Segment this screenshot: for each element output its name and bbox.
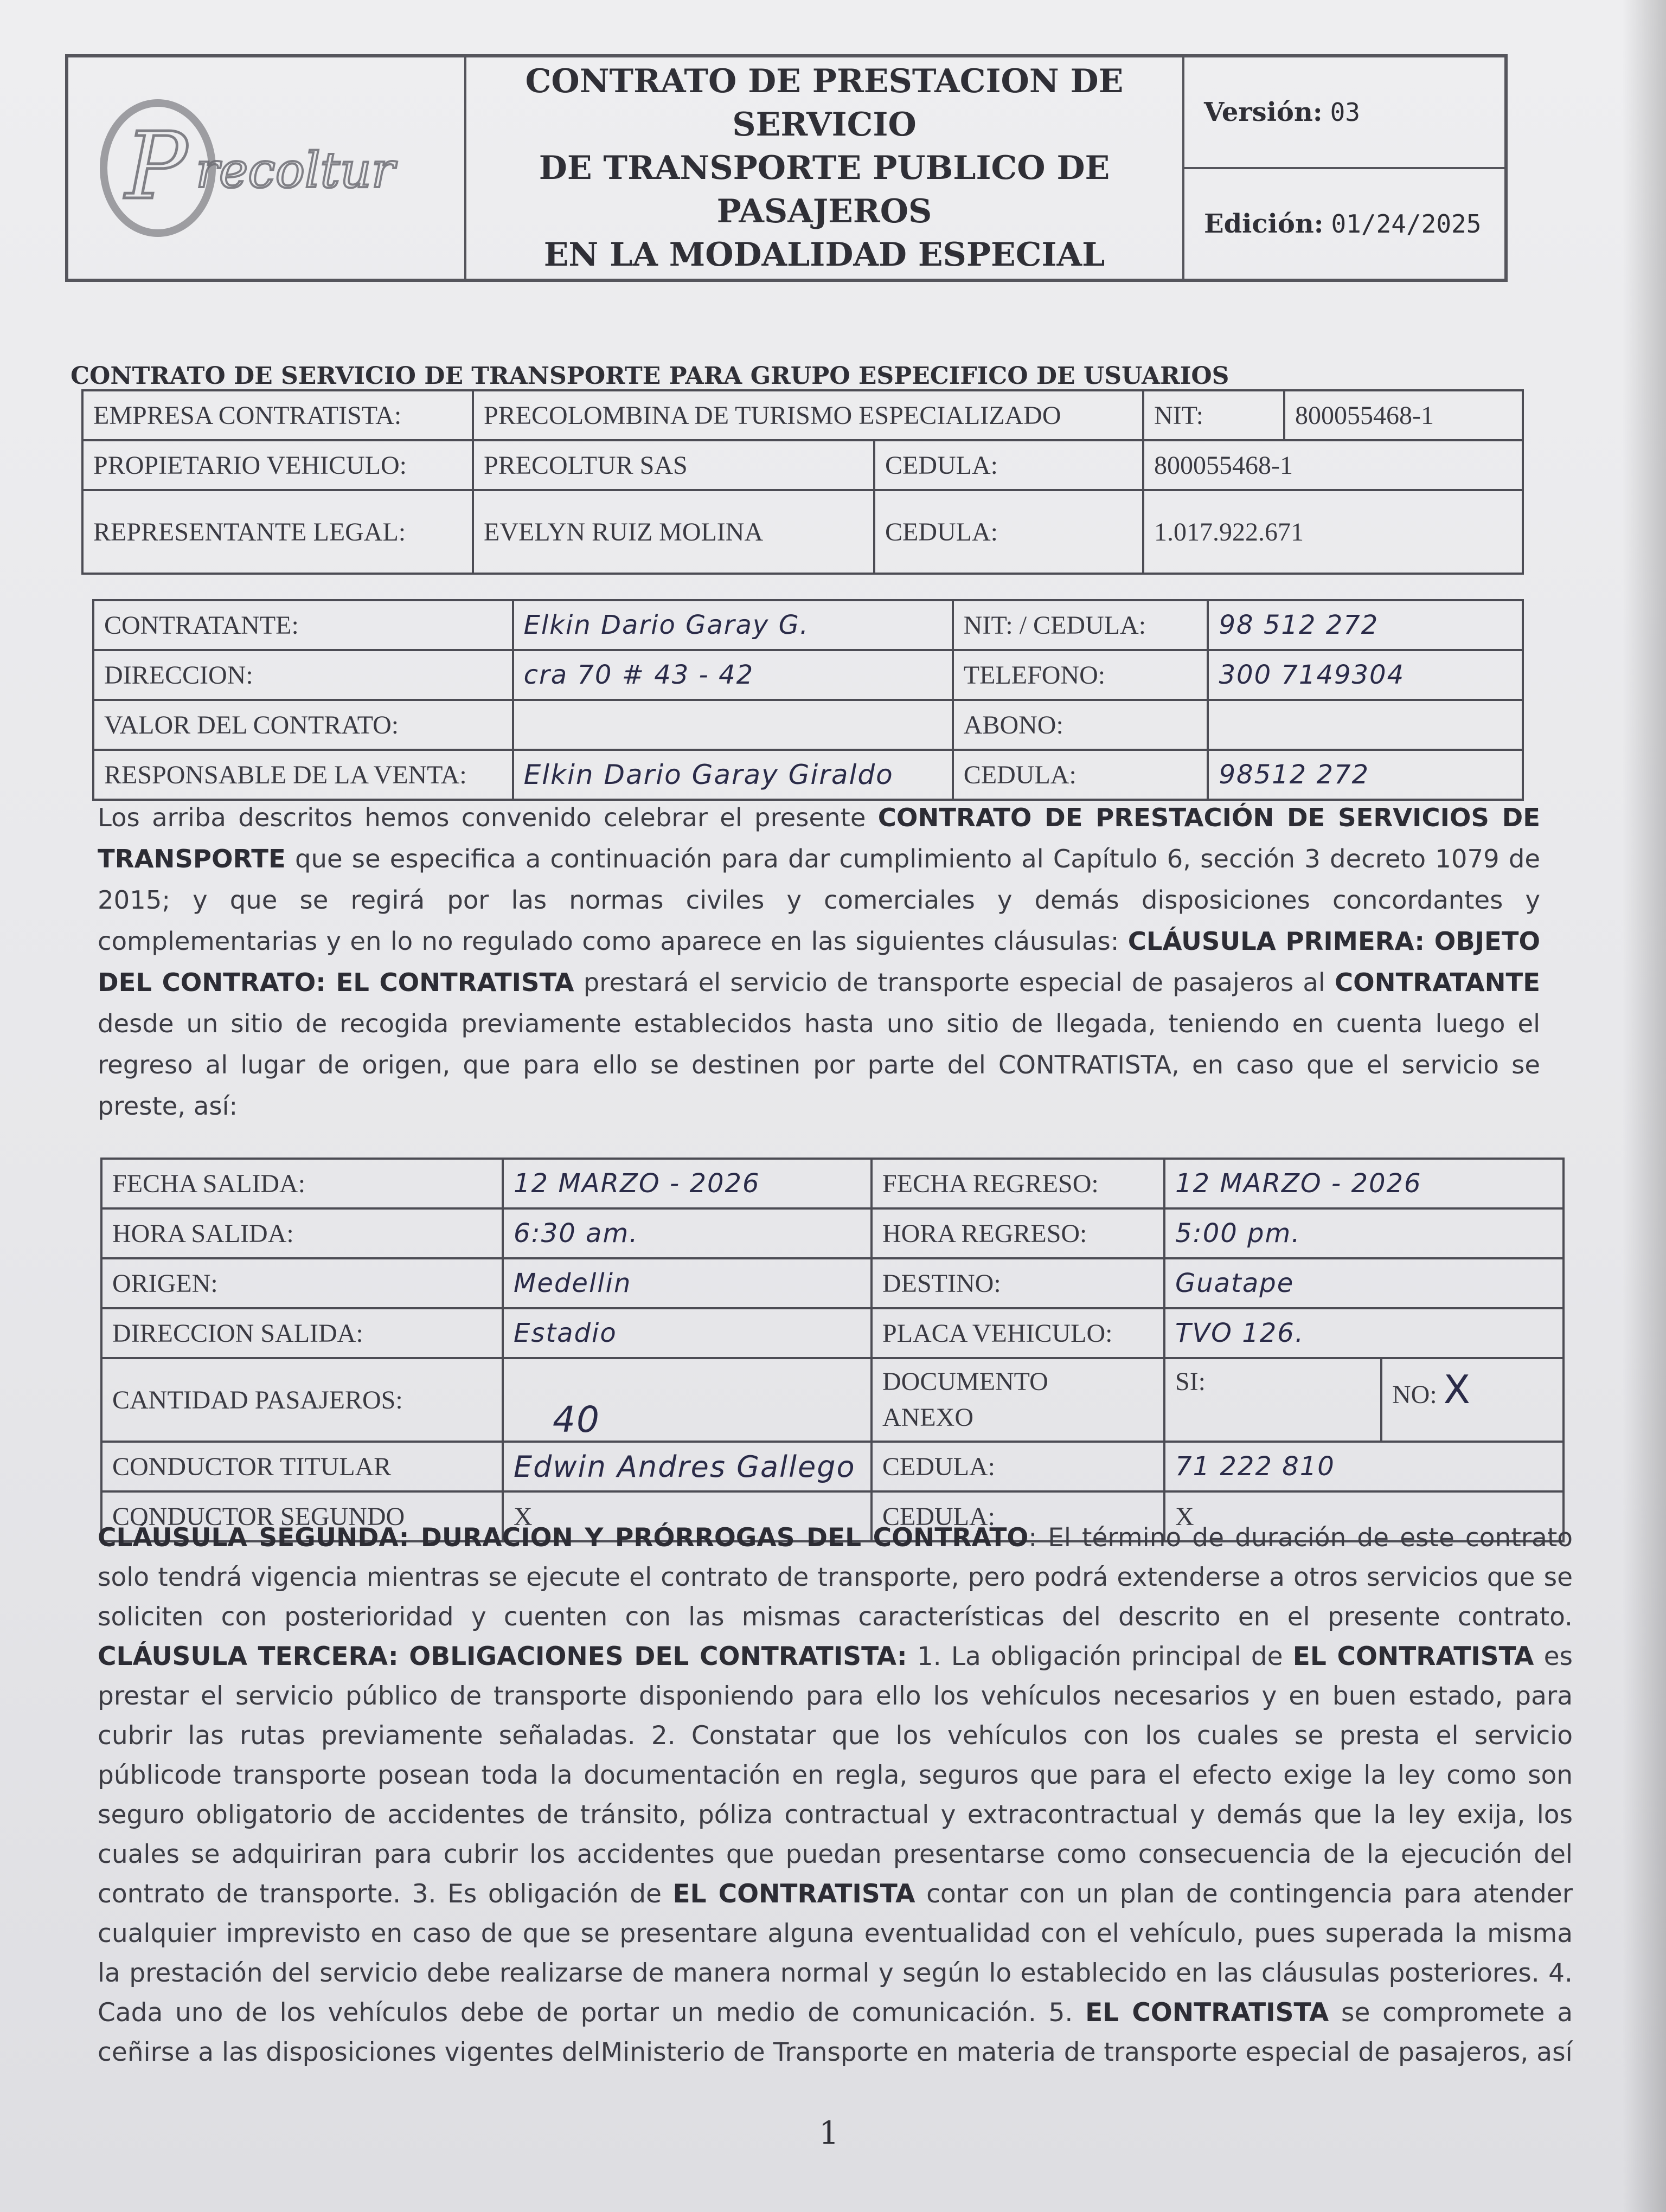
version-value: 03 <box>1330 98 1360 127</box>
version-row <box>1184 57 1504 167</box>
page-shadow-edge <box>1623 0 1666 2212</box>
clause3-title: CLÁUSULA TERCERA: OBLIGACIONES DEL CONTRATISTA: <box>98 1642 907 1671</box>
origen-value: Medellin <box>503 1258 872 1308</box>
telefono-label: TELEFONO: <box>953 650 1208 700</box>
cantidad-label: CANTIDAD PASAJEROS: <box>101 1358 503 1442</box>
propietario-value: PRECOLTUR SAS <box>473 440 874 490</box>
representante-label: REPRESENTANTE LEGAL: <box>82 490 473 574</box>
cedula-titular-label: CEDULA: <box>872 1442 1164 1491</box>
nit-label: NIT: <box>1143 390 1284 440</box>
fecha-salida-label: FECHA SALIDA: <box>101 1159 503 1208</box>
cedula-segundo-value: X <box>1164 1491 1564 1541</box>
destino-value: Guatape <box>1164 1258 1564 1308</box>
version-label: Versión: <box>1204 97 1323 127</box>
document-meta <box>1184 57 1504 279</box>
documento-label-line-2: ANEXO <box>882 1403 973 1432</box>
intro-text-3: prestará el servicio de transporte especial de pasajeros al <box>574 968 1335 997</box>
no-label: NO: <box>1392 1380 1437 1409</box>
cedula-value-1: 800055468-1 <box>1143 440 1523 490</box>
cedula-responsable-value: 98512 272 <box>1208 750 1523 800</box>
si-label: SI: <box>1175 1367 1206 1396</box>
propietario-label: PROPIETARIO VEHICULO: <box>82 440 473 490</box>
client-table <box>92 599 1524 801</box>
intro-paragraph <box>98 797 1540 1127</box>
direccion-value: cra 70 # 43 - 42 <box>513 650 953 700</box>
conductor-titular-label: CONDUCTOR TITULAR <box>101 1442 503 1491</box>
cedula-label-2: CEDULA: <box>874 490 1143 574</box>
nit-value: 800055468-1 <box>1284 390 1523 440</box>
fecha-regreso-label: FECHA REGRESO: <box>872 1159 1164 1208</box>
origen-label: ORIGEN: <box>101 1258 503 1308</box>
conductor-titular-value: Edwin Andres Gallego <box>503 1442 872 1491</box>
svg-text:recoltur: recoltur <box>196 142 395 199</box>
telefono-value: 300 7149304 <box>1208 650 1523 700</box>
valor-label: VALOR DEL CONTRATO: <box>93 700 513 750</box>
no-mark: X <box>1443 1367 1471 1412</box>
clause3-text-2: es prestar el servicio público de transporte disponiendo para ello los vehículos necesarios y en buen estado, para cubrir las rutas previamente señaladas. 2. Constatar que los vehículos con los cuales se presta el servicio públicode transporte posean toda la documentación en regla, seguros que para el efecto exige la ley como son seguro obligatorio de accidentes de tránsito, póliza contractual y extracontractual y demás que la ley exija, los cuales se adquiriran para cubrir los accidentes que puedan presentarse como consecuencia de la ejecución del contrato de transporte. 3. Es obligación de <box>98 1642 1573 1909</box>
empresa-value: PRECOLOMBINA DE TURISMO ESPECIALIZADO <box>473 390 1143 440</box>
responsable-label: RESPONSABLE DE LA VENTA: <box>93 750 513 800</box>
svg-text:P: P <box>125 113 188 220</box>
contratista-bold-3: EL CONTRATISTA <box>1085 1998 1329 2028</box>
destino-label: DESTINO: <box>872 1258 1164 1308</box>
si-cell <box>1164 1358 1381 1442</box>
direccion-label: DIRECCION: <box>93 650 513 700</box>
document-title <box>466 57 1184 279</box>
document-header <box>65 54 1508 282</box>
intro-bold-3: CONTRATANTE <box>1335 968 1540 997</box>
valor-value <box>513 700 953 750</box>
hora-regreso-value: 5:00 pm. <box>1164 1208 1564 1258</box>
cantidad-value: 40 <box>503 1358 872 1442</box>
representante-value: EVELYN RUIZ MOLINA <box>473 490 874 574</box>
fecha-regreso-value: 12 MARZO - 2026 <box>1164 1159 1564 1208</box>
title-line-2: DE TRANSPORTE PUBLICO DE PASAJEROS <box>539 149 1110 230</box>
edition-label: Edición: <box>1204 209 1324 239</box>
trip-table <box>100 1158 1565 1542</box>
intro-text-2: que se especifica a continuación para dar cumplimiento al Capítulo 6, sección 3 decreto 1079 de 2015; y que se regirá por las normas civiles y comerciales y demás disposiciones concordantes y complementarias y en lo no regulado como aparece en las siguientes cláusulas: <box>98 844 1540 956</box>
hora-salida-value: 6:30 am. <box>503 1208 872 1258</box>
abono-value <box>1208 700 1523 750</box>
fecha-salida-value: 12 MARZO - 2026 <box>503 1159 872 1208</box>
company-table <box>81 389 1524 575</box>
contratante-value: Elkin Dario Garay G. <box>513 600 953 650</box>
contratista-bold-1: EL CONTRATISTA <box>1292 1642 1534 1671</box>
responsable-value: Elkin Dario Garay Giraldo <box>513 750 953 800</box>
intro-text-4: desde un sitio de recogida previamente establecidos hasta uno sitio de llegada, teniendo en cuenta luego el regreso al lugar de origen, que para ello se destinen por parte del CONTRATISTA, en caso que el servicio se preste, así: <box>98 1009 1540 1121</box>
direccion-salida-value: Estadio <box>503 1308 872 1358</box>
page-number: 1 <box>819 2114 839 2151</box>
intro-text-1: Los arriba descritos hemos convenido celebrar el presente <box>98 803 878 832</box>
direccion-salida-label: DIRECCION SALIDA: <box>101 1308 503 1358</box>
cedula-responsable-label: CEDULA: <box>953 750 1208 800</box>
company-logo <box>68 57 466 279</box>
cedula-segundo-label: CEDULA: <box>872 1491 1164 1541</box>
clause2-text: : El término de duración de este contrato solo tendrá vigencia mientras se ejecute el contrato de transporte, pero podrá extenderse a otros servicios que se soliciten con posterioridad y cuenten con las mismas características del descrito en el presente contrato. <box>98 1523 1573 1632</box>
cedula-label-1: CEDULA: <box>874 440 1143 490</box>
nit-cedula-label: NIT: / CEDULA: <box>953 600 1208 650</box>
documento-label-line-1: DOCUMENTO <box>882 1367 1048 1396</box>
hora-salida-label: HORA SALIDA: <box>101 1208 503 1258</box>
clause3-text-4: se compromete a ceñirse a las disposiciones vigentes delMinisterio de Transporte en materia de transporte especial de pasajeros, así <box>98 1998 1573 2067</box>
abono-label: ABONO: <box>953 700 1208 750</box>
contratista-bold-2: EL CONTRATISTA <box>672 1879 915 1909</box>
precoltur-logo-icon <box>93 87 440 249</box>
clause3-text-1: 1. La obligación principal de <box>907 1642 1293 1671</box>
intro-bold-2: CLÁUSULA PRIMERA: OBJETO DEL CONTRATO: EL CONTRATISTA <box>98 927 1540 997</box>
conductor-segundo-value: X <box>503 1491 872 1541</box>
clauses-paragraph <box>98 1518 1573 2072</box>
conductor-segundo-label: CONDUCTOR SEGUNDO <box>101 1491 503 1541</box>
placa-label: PLACA VEHICULO: <box>872 1308 1164 1358</box>
cedula-value-2: 1.017.922.671 <box>1143 490 1523 574</box>
clause3-text-3: contar con un plan de contingencia para atender cualquier imprevisto en caso de que se presentare alguna eventualidad con el vehículo, pues superada la misma la prestación del servicio debe realizarse de manera normal y según lo establecido en las cláusulas posteriores. 4. Cada uno de los vehículos debe de portar un medio de comunicación. 5. <box>98 1879 1573 2028</box>
edition-row <box>1184 167 1504 279</box>
cedula-titular-value: 71 222 810 <box>1164 1442 1564 1491</box>
nit-cedula-value: 98 512 272 <box>1208 600 1523 650</box>
title-line-3: EN LA MODALIDAD ESPECIAL <box>543 236 1105 274</box>
no-cell <box>1381 1358 1564 1442</box>
empresa-label: EMPRESA CONTRATISTA: <box>82 390 473 440</box>
contratante-label: CONTRATANTE: <box>93 600 513 650</box>
documento-label <box>872 1358 1164 1442</box>
clause2-title: CLÁUSULA SEGUNDA: DURACION Y PRÓRROGAS DEL CONTRATO <box>98 1523 1029 1553</box>
hora-regreso-label: HORA REGRESO: <box>872 1208 1164 1258</box>
edition-value: 01/24/2025 <box>1331 209 1482 239</box>
title-line-1: CONTRATO DE PRESTACION DE SERVICIO <box>525 62 1124 144</box>
section-title: CONTRATO DE SERVICIO DE TRANSPORTE PARA GRUPO ESPECIFICO DE USUARIOS <box>71 362 1229 390</box>
intro-bold-1: CONTRATO DE PRESTACIÓN DE SERVICIOS DE TRANSPORTE <box>98 803 1540 873</box>
placa-value: TVO 126. <box>1164 1308 1564 1358</box>
